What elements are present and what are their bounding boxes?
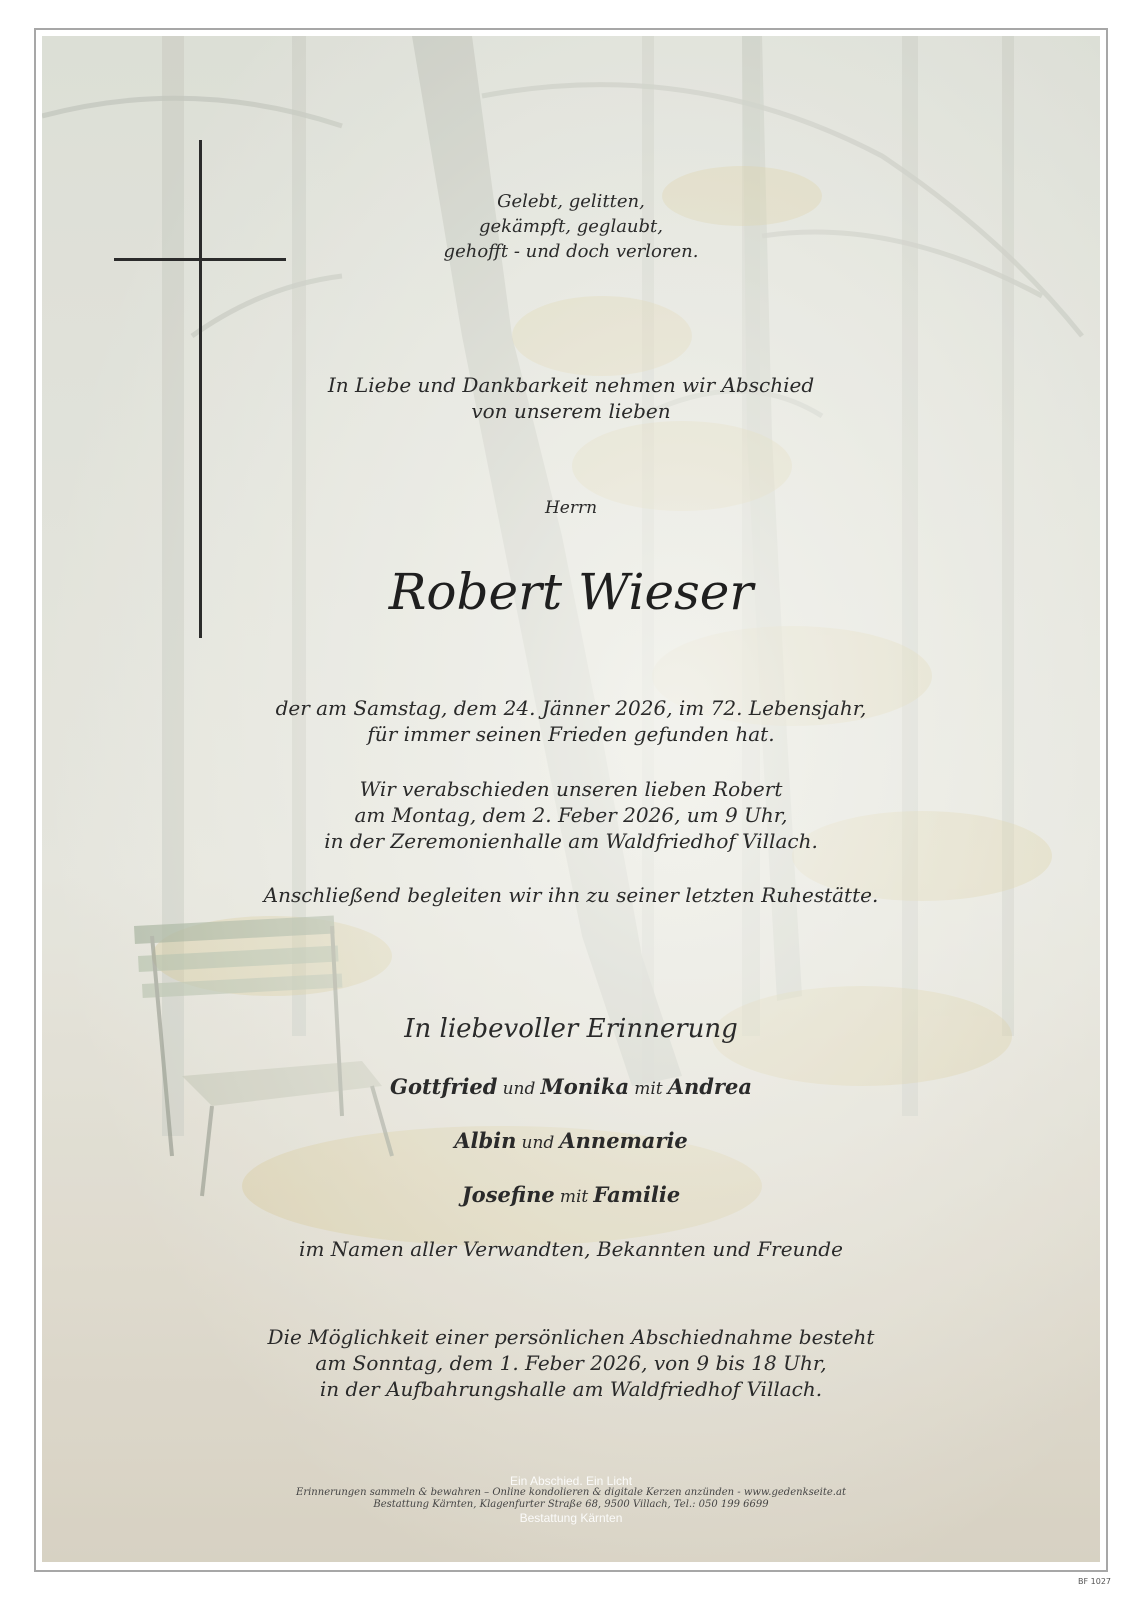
footer-line: Erinnerungen sammeln & bewahren – Online kondolieren & digitale Kerzen anzünden - www.gedenkseite.at — [296, 1487, 846, 1498]
mourner-connector: mit — [559, 1187, 589, 1207]
obituary-text — [42, 36, 1100, 1562]
mourner-name: Andrea — [667, 1074, 752, 1099]
mourners-row — [42, 1128, 1100, 1153]
salutation: Herrn — [544, 498, 598, 518]
memory-heading: In liebevoller Erinnerung — [404, 1014, 738, 1044]
mourner-name: Josefine — [461, 1182, 555, 1207]
death-notice-line: der am Samstag, dem 24. Jänner 2026, im 72. Lebensjahr, — [275, 696, 867, 720]
mourner-name: Albin — [454, 1128, 517, 1153]
viewing-line: in der Aufbahrungshalle am Waldfriedhof Villach. — [319, 1377, 823, 1401]
deceased-name: Robert Wieser — [388, 563, 754, 621]
intro-line: In Liebe und Dankbarkeit nehmen wir Abschied — [327, 373, 815, 397]
footer-line: Bestattung Kärnten, Klagenfurter Straße 68, 9500 Villach, Tel.: 050 199 6699 — [373, 1499, 769, 1510]
mourners-row — [42, 1182, 1100, 1207]
watermark-line: Ein Abschied. Ein Licht — [509, 1474, 633, 1488]
on-behalf-line: im Namen aller Verwandten, Bekannten und Freunde — [299, 1237, 843, 1261]
quote-line: gehofft - und doch verloren. — [443, 241, 699, 262]
farewell-line: in der Zeremonienhalle am Waldfriedhof Villach. — [324, 829, 818, 853]
mourner-name: Gottfried — [390, 1074, 498, 1099]
viewing-line: am Sonntag, dem 1. Feber 2026, von 9 bis 18 Uhr, — [315, 1351, 827, 1375]
watermark-line: Bestattung Kärnten — [519, 1511, 623, 1525]
mourner-name: Annemarie — [559, 1128, 688, 1153]
intro-line: von unserem lieben — [471, 399, 671, 423]
farewell-line: am Montag, dem 2. Feber 2026, um 9 Uhr, — [354, 803, 788, 827]
mourner-name: Monika — [540, 1074, 630, 1099]
mourner-connector: mit — [634, 1079, 663, 1099]
mourner-name: Familie — [593, 1182, 681, 1207]
quote-line: Gelebt, gelitten, — [497, 191, 645, 212]
mourners-row — [42, 1074, 1100, 1099]
mourner-connector: und — [502, 1079, 536, 1099]
death-notice-line: für immer seinen Frieden gefunden hat. — [367, 722, 775, 746]
quote-line: gekämpft, geglaubt, — [479, 216, 663, 237]
farewell-line: Wir verabschieden unseren lieben Robert — [359, 777, 783, 801]
print-code: BF 1027 — [1078, 1577, 1111, 1586]
burial-line: Anschließend begleiten wir ihn zu seiner letzten Ruhestätte. — [263, 883, 879, 907]
viewing-line: Die Möglichkeit einer persönlichen Abschiednahme besteht — [267, 1325, 875, 1349]
mourner-connector: und — [521, 1133, 555, 1153]
